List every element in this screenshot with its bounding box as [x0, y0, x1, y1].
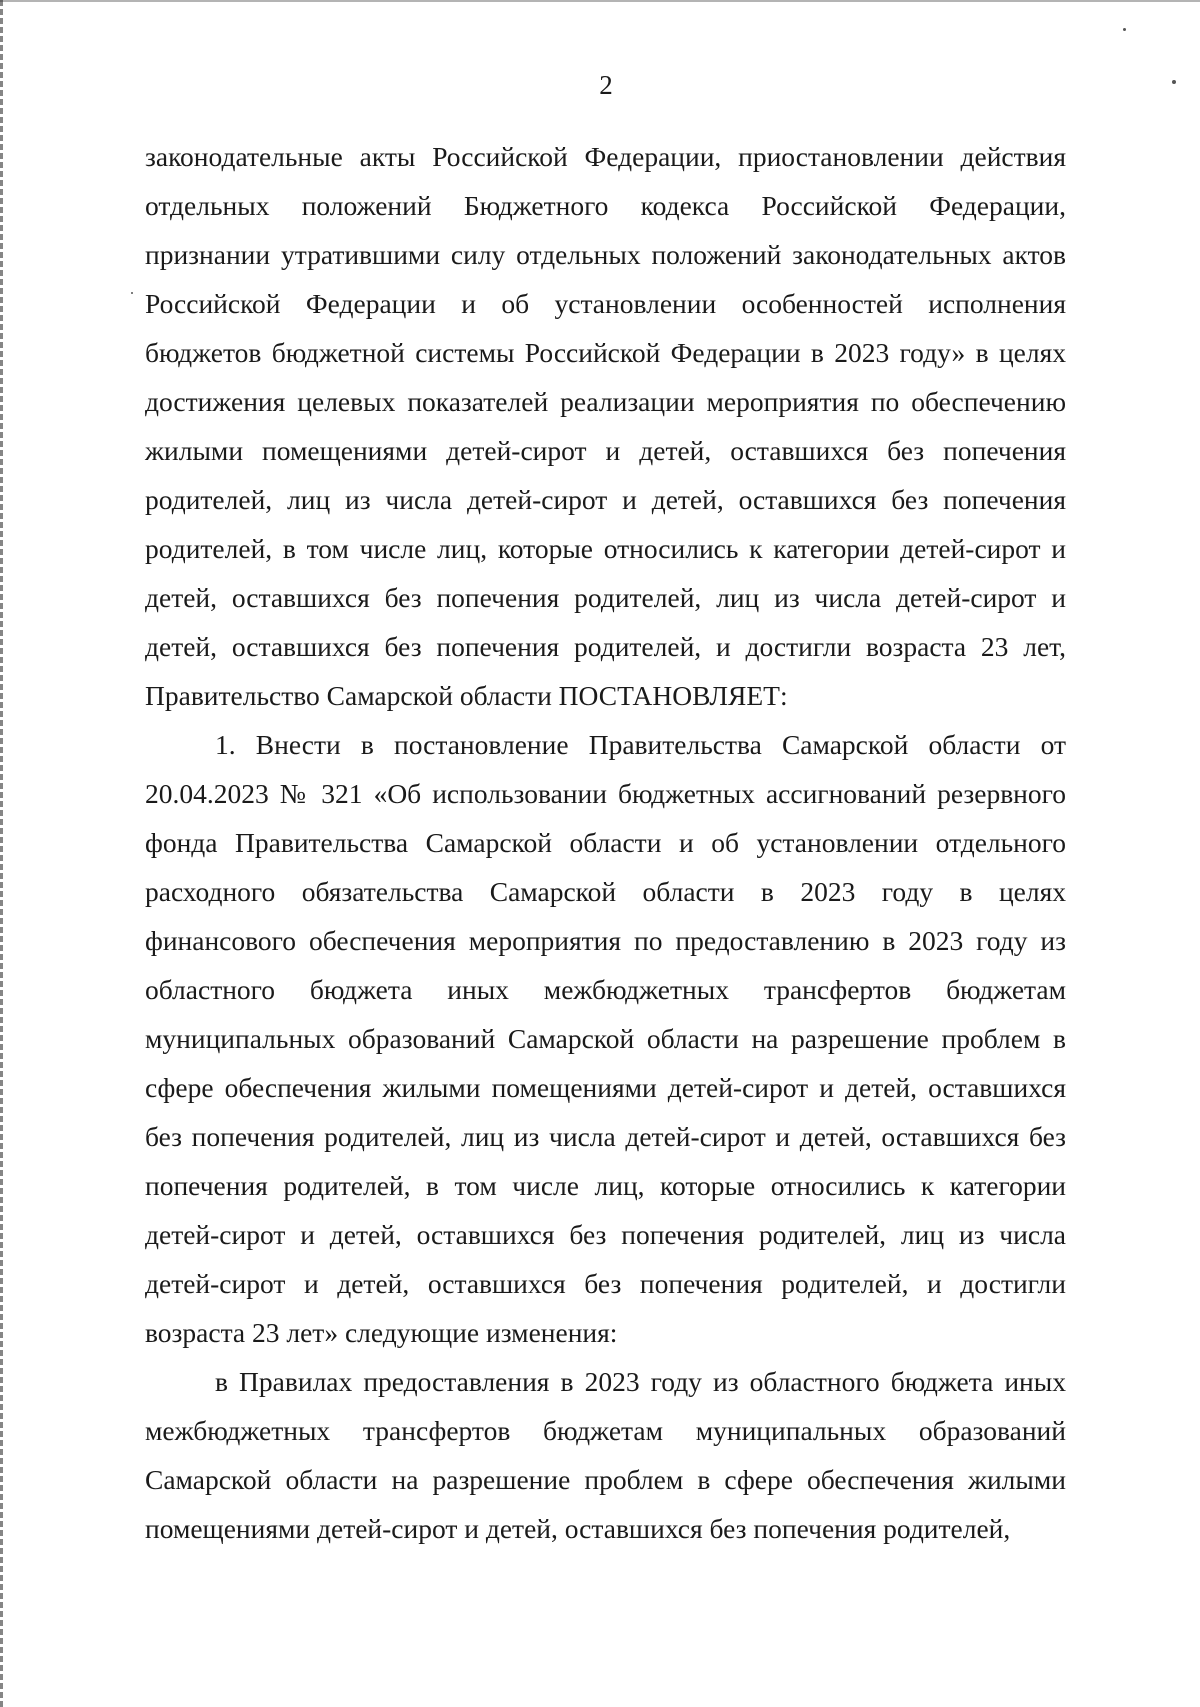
paragraph-clause-1: 1. Внести в постановление Правительства Самарской области от 20.04.2023 № 321 «Об использовании бюджетных ассигнований резервного фонда Правительства Самарской области и об установлении отдельного расходного обязательства Самарской области в 2023 году в целях финансового обеспечения мероприятия по предоставлению в 2023 году из областного бюджета иных межбюджетных трансфертов бюджетам муниципальных образований Самарской области на разрешение проблем в сфере обеспечения жилыми помещениями детей-сирот и детей, оставшихся без попечения родителей, лиц из числа детей-сирот и детей, оставшихся без попечения родителей, в том числе лиц, которые относились к категории детей-сирот и детей, оставшихся без попечения родителей, лиц из числа детей-сирот и детей, оставшихся без попечения родителей, и достигли возраста 23 лет» следующие изменения: [145, 729, 1066, 1348]
document-body [145, 132, 1066, 1553]
page-number: 2 [599, 70, 613, 100]
scan-top-edge [0, 0, 1200, 2]
paragraph-continuation: законодательные акты Российской Федерации, приостановлении действия отдельных положений Бюджетного кодекса Российской Федерации, признании утратившими силу отдельных положений законодательных актов Российской Федерации и об установлении особенностей исполнения бюджетов бюджетной системы Российской Федерации в 2023 году» в целях достижения целевых показателей реализации мероприятия по обеспечению жилыми помещениями детей-сирот и детей, оставшихся без попечения родителей, лиц из числа детей-сирот и детей, оставшихся без попечения родителей, в том числе лиц, которые относились к категории детей-сирот и детей, оставшихся без попечения родителей, лиц из числа детей-сирот и детей, оставшихся без попечения родителей, и достигли возраста 23 лет, Правительство Самарской области ПОСТАНОВЛЯЕТ: [145, 141, 1066, 711]
scan-speck [1123, 28, 1126, 31]
scan-left-edge [0, 0, 3, 1707]
paragraph-rules: в Правилах предоставления в 2023 году из областного бюджета иных межбюджетных трансфертов бюджетам муниципальных образований Самарской области на разрешение проблем в сфере обеспечения жилыми помещениями детей-сирот и детей, оставшихся без попечения родителей, [145, 1366, 1066, 1544]
scan-speck [131, 292, 133, 294]
